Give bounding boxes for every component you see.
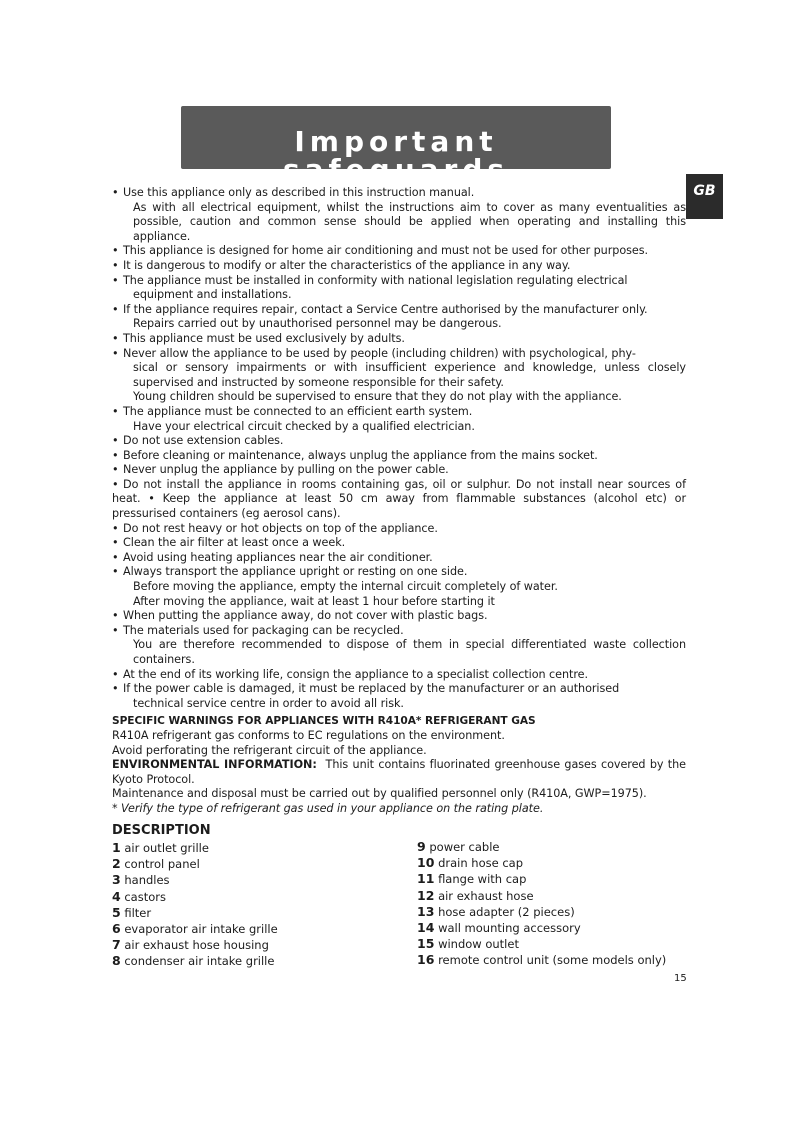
description-item: 1 air outlet grille bbox=[112, 840, 209, 855]
description-item: 10 drain hose cap bbox=[417, 855, 523, 871]
description-item: 14 wall mounting accessory bbox=[417, 920, 581, 936]
safeguard-detail: After moving the appliance, wait at least 1 hour before starting it bbox=[133, 594, 495, 608]
description-item: 13 hose adapter (2 pieces) bbox=[417, 903, 575, 919]
safeguard-detail: technical service centre in order to avoid all risk. bbox=[133, 696, 404, 710]
safeguard-item: • Do not install the appliance in rooms containing gas, oil or sulphur. Do not install near sources of heat. • Keep the appliance at least 50 cm away from flammable substances (alcohol etc) or pressurised containers (eg aerosol cans). bbox=[112, 477, 686, 521]
description-item: 4 castors bbox=[112, 888, 166, 904]
safeguard-detail: As with all electrical equipment, whilst the instructions aim to cover as many eventualities as possible, caution and common sense should be applied when operating and installing this appliance. bbox=[133, 200, 686, 243]
safeguard-item: • It is dangerous to modify or alter the characteristics of the appliance in any way. bbox=[112, 258, 571, 272]
safeguard-detail: You are therefore recommended to dispose of them in special differentiated waste collection containers. bbox=[133, 638, 686, 666]
description-item: 11 flange with cap bbox=[417, 871, 527, 887]
safeguard-item: • Before cleaning or maintenance, always unplug the appliance from the mains socket. bbox=[112, 448, 598, 462]
title-banner bbox=[181, 106, 611, 186]
page-number: 15 bbox=[674, 973, 687, 984]
safeguard-item: • This appliance is designed for home air conditioning and must not be used for other purposes. bbox=[112, 244, 649, 258]
safeguard-item: • The materials used for packaging can be recycled. bbox=[112, 623, 404, 637]
environmental-text: This unit contains fluorinated greenhouse gases covered by the Kyoto Protocol. bbox=[112, 758, 687, 786]
safeguard-detail: equipment and installations. bbox=[133, 288, 292, 302]
safeguard-item: • The appliance must be connected to an efficient earth system. bbox=[112, 404, 473, 418]
environmental-information bbox=[112, 758, 686, 787]
safeguard-item: • The appliance must be installed in conformity with national legislation regulating electrical bbox=[112, 273, 628, 287]
safeguard-detail: Have your electrical circuit checked by a qualified electrician. bbox=[133, 419, 475, 433]
description-item: 5 filter bbox=[112, 904, 152, 920]
description-title: DESCRIPTION bbox=[112, 823, 211, 838]
description-item: 8 condenser air intake grille bbox=[112, 953, 275, 969]
safeguard-detail: sical or sensory impairments or with insufficient experience and knowledge, unless closely supervised and instructed by someone responsible for their safety. bbox=[133, 361, 686, 389]
safeguard-item: • At the end of its working life, consign the appliance to a specialist collection centre. bbox=[112, 667, 588, 681]
refrigerant-line: R410A refrigerant gas conforms to EC regulations on the environment. bbox=[112, 728, 505, 742]
safeguard-detail: Young children should be supervised to ensure that they do not play with the appliance. bbox=[133, 390, 622, 404]
maintenance-note: Maintenance and disposal must be carried out by qualified personnel only (R410A, GWP=1975). bbox=[112, 787, 647, 801]
safeguard-item: • Use this appliance only as described in this instruction manual. bbox=[112, 186, 475, 199]
description-item: 2 control panel bbox=[112, 856, 200, 872]
safeguard-item: • If the appliance requires repair, contact a Service Centre authorised by the manufacturer only. bbox=[112, 302, 648, 316]
safeguard-item: • Clean the air filter at least once a week. bbox=[112, 536, 346, 550]
description-item: 9 power cable bbox=[417, 839, 500, 854]
safeguard-item: • If the power cable is damaged, it must be replaced by the manufacturer or an authorised bbox=[112, 682, 620, 696]
safeguard-item: • This appliance must be used exclusively by adults. bbox=[112, 331, 405, 345]
description-item: 12 air exhaust hose bbox=[417, 887, 534, 903]
environmental-label: ENVIRONMENTAL INFORMATION: bbox=[112, 758, 317, 772]
safeguard-detail: Before moving the appliance, empty the internal circuit completely of water. bbox=[133, 580, 558, 594]
refrigerant-line: Avoid perforating the refrigerant circuit of the appliance. bbox=[112, 743, 427, 757]
description-item: 3 handles bbox=[112, 872, 170, 888]
safeguard-item: • Never allow the appliance to be used by people (including children) with psychological, phy- bbox=[112, 346, 636, 360]
description-list-left bbox=[112, 840, 278, 970]
description-list-right bbox=[417, 839, 666, 969]
description-item: 16 remote control unit (some models only) bbox=[417, 952, 667, 968]
safeguard-item: • Avoid using heating appliances near the air conditioner. bbox=[112, 550, 433, 564]
description-item: 15 window outlet bbox=[417, 936, 519, 952]
safeguard-item: • When putting the appliance away, do not cover with plastic bags. bbox=[112, 609, 488, 623]
safeguard-item: • Do not use extension cables. bbox=[112, 434, 284, 448]
rating-plate-note: * Verify the type of refrigerant gas used in your appliance on the rating plate. bbox=[112, 801, 544, 815]
safeguard-detail: Repairs carried out by unauthorised personnel may be dangerous. bbox=[133, 317, 502, 331]
safeguard-item: • Do not rest heavy or hot objects on top of the appliance. bbox=[112, 521, 438, 535]
description-item: 6 evaporator air intake grille bbox=[112, 921, 278, 937]
page-title: Important safeguards bbox=[282, 125, 510, 186]
description-item: 7 air exhaust hose housing bbox=[112, 937, 269, 953]
safeguard-item: • Always transport the appliance upright or resting on one side. bbox=[112, 565, 468, 579]
safeguards-text bbox=[112, 186, 686, 817]
language-tab: GB bbox=[686, 174, 723, 219]
refrigerant-heading: SPECIFIC WARNINGS FOR APPLIANCES WITH R410A* REFRIGERANT GAS bbox=[112, 715, 536, 728]
safeguard-item: • Never unplug the appliance by pulling on the power cable. bbox=[112, 463, 449, 477]
